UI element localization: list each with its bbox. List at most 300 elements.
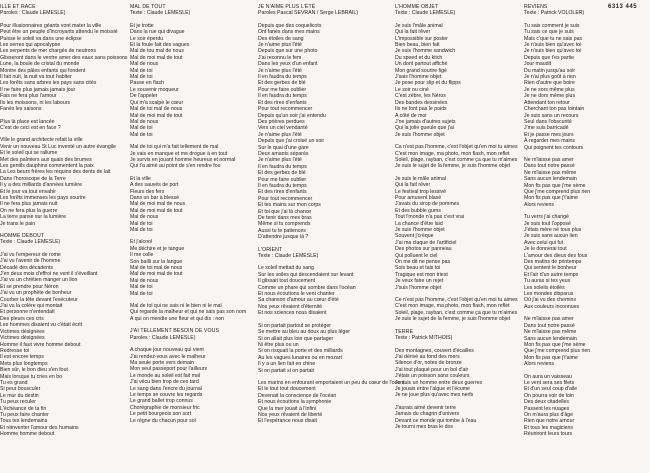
lyric-line: J'ai vu la colère qui montait [0, 303, 63, 310]
lyric-line: On me dit ne pense pas [395, 259, 451, 266]
lyric-line: Il est encore temps [0, 354, 44, 361]
lyric-line: Et d'un seul coup d'aile [524, 386, 578, 393]
song-section [395, 4, 517, 323]
lyric-line: Ne m'laisse pas amer [524, 156, 574, 163]
lyric-line: Le mur du destin [0, 392, 39, 399]
lyric-line: Il en faudra du temps [258, 93, 307, 100]
lyric-line: Avec celui qui fut [524, 239, 564, 246]
lyric-line: Je suis l'homme sandwich [395, 48, 456, 55]
lyric-line: J'ai vu l'empereur de rome [0, 251, 61, 258]
lyric-stanza [524, 316, 650, 367]
lyric-line: Le souvenir moqueur [130, 86, 179, 93]
lyric-line: Si on partait si on partait [258, 367, 314, 374]
lyric-line: Montre des pâles enfants qui fondent [0, 67, 86, 74]
lyric-line: Mon fis pas que j'me sème [524, 341, 586, 348]
song-title: TERRE [395, 328, 414, 335]
lyric-line: J'sais l'homme objet [395, 74, 442, 81]
lyric-line: À regarder mes mains [524, 138, 576, 145]
lyric-stanza [0, 137, 124, 227]
lyric-line: C'est mon image, ma photo, mon flash, mon reflet [395, 303, 510, 310]
lyric-line: Fais ne fera plus l'amour [0, 93, 57, 100]
lyric-line: Mal de toi [130, 227, 153, 233]
lyric-line: On ne fera plus la guerre [0, 207, 58, 214]
lyric-line: Qui la jolie gueule que j'ai [395, 125, 454, 132]
lyric-line: Aux couleurs inconnues [524, 303, 580, 310]
lyric-line: Décadé des décadents [0, 264, 54, 271]
lyric-line: Dans la rue qui divague [130, 29, 185, 36]
lyric-stanza [524, 374, 650, 438]
lyric-line: Ville le grand architecte refait la ville [0, 137, 83, 144]
lyric-line: Tout l'monde n'a pas c'est vrai [395, 214, 465, 221]
lyric-line: Je n'aime plus l'été [258, 67, 302, 74]
song-section [0, 233, 124, 438]
lyric-line: Tu peux reculer [0, 399, 36, 406]
lyric-line: Et le jour va tout envahir [0, 188, 56, 195]
lyric-line: Mal de toi qui m'a fait tellement de mal [130, 144, 219, 151]
lyric-line: J'en deux mois d'effroi ne vent il s'éveillant [0, 271, 98, 278]
song-credit: Texte : Patrick VOLOLER) [524, 10, 585, 17]
lyric-line: Des bandes dessinées [395, 99, 448, 106]
lyric-line: Comme un phare qui sombre dans l'océan [258, 284, 356, 291]
lyric-line: Et tes mains sur mon corps [258, 202, 321, 209]
song-credit: Texte : Patrick MITHOIS) [395, 335, 453, 342]
lyric-line: Les serres qui apocalypse [0, 42, 61, 49]
lyric-line: Je suis sans un recours [524, 112, 579, 119]
lyric-line: J'ai vécu bien trop de ces tard [130, 379, 199, 386]
lyric-line: Je survis en jouant homme heureux et normal [130, 156, 236, 163]
lyric-line: Mal de nous [130, 118, 159, 125]
lyric-line: J'ai rendez-vous avec le malheur [130, 353, 206, 360]
lyric-line: Victimes désignées [0, 335, 45, 342]
lyric-line: Pour illusionnaires géants vont mater la ville [0, 22, 102, 29]
lyric-stanza [258, 379, 405, 425]
lyric-line: Je vais en manque et me drogue à en tout [130, 150, 228, 157]
lyric-line: Si on partait partout se protéger [258, 322, 331, 329]
lyric-line: D'attendre jusque là ? [258, 234, 309, 241]
lyric-line: Dans tout notre passé [524, 322, 575, 329]
lyric-line: Sur les voiles qui descendaient sur levant [258, 271, 354, 278]
song-section [130, 328, 250, 424]
lyric-line: Fleurs des fers [130, 188, 165, 195]
lyric-line: Et le tout tout doucement [258, 386, 316, 393]
song-title: L'ORIENT [258, 246, 283, 253]
lyric-line: A des sauvés de port [130, 182, 179, 189]
lyric-line: Si on allait plus loin que partager [258, 335, 334, 342]
lyric-line: Que j'me comprend plus rien [524, 188, 591, 195]
lyric-line: Ils ne font pas le poids [395, 106, 447, 113]
lyric-line: Aussi tu te patiences [258, 227, 306, 234]
lyric-line: Des photos sur panneau [395, 246, 452, 253]
lyric-stanza [130, 303, 250, 322]
lyric-line: Et personne n'entendait [0, 309, 55, 316]
lyric-line: Je ne sors même plus [524, 86, 575, 93]
lyric-line: Dans les yeux d'un enfant [258, 61, 318, 68]
lyric-stanza [258, 23, 388, 241]
lyric-line: Depuis que sur une photo [258, 48, 318, 55]
lyric-line: On aura un vaisseau [524, 373, 572, 380]
song-credit: Texte : Claude LEMESLE) [258, 253, 319, 260]
lyric-line: Et réinventer l'amour des humains [0, 424, 79, 431]
lyric-line: Et des rires d'enfants [258, 189, 307, 196]
lyric-line: Cherchant ton pas lointain [524, 106, 585, 113]
lyric-line: Dans tout notre passé [524, 163, 575, 170]
lyric-line: Et nous écoutions la symphonie [258, 399, 332, 406]
lyric-line: Et nous écoutions le vent chanter [258, 291, 335, 298]
lyric-line: Je suis l'mâle animal [395, 22, 443, 29]
lyric-line: Pour me faire oublier [258, 86, 307, 93]
lyric-stanza [130, 144, 250, 170]
lyric-line: Passent les nuages [524, 405, 570, 412]
lyric-line: Mal de toi qui ne sais ni le bien ni le mal [130, 303, 222, 310]
lyric-line: Je suis sans aucun lien [524, 233, 578, 240]
lyric-line: Pour tout recommencer [258, 106, 313, 113]
lyric-line: Peut être un peuple d'incroyants attendu le moissié [0, 29, 118, 36]
lyric-line: Bien sûr, le bon dieu s'en fout [0, 367, 68, 374]
lyric-line: A qui on mendie une fleur et qui dis : non [130, 315, 225, 322]
lyric-line: Il ne faire plus jamais jamais jour [0, 86, 76, 93]
lyric-line: Qui t'a aimé au point de s'en rendre fou [130, 163, 221, 170]
lyric-line: Je suis le mâle animal [395, 175, 447, 182]
lyric-line: Les mondes disparus [524, 291, 574, 298]
lyric-line: Ce n'est pas l'homme, c'est l'objet qu'en moi tu aimes [395, 297, 518, 304]
lyric-line: Mal de toi [130, 131, 153, 138]
lyric-line: Silence d'or, notes de bronze [395, 360, 462, 367]
lyric-line: Je suis l'homme objet [395, 227, 445, 233]
lyric-line: Glisseront dans le ventre amer des eaux sans poissons [0, 54, 128, 61]
lyric-line: Mais lorsque tu cries en bo [0, 373, 62, 380]
lyric-line: Mais c'que tu ne sais pas [524, 35, 583, 42]
lyric-line: Il en faudra du temps [258, 74, 307, 81]
lyric-line: Des pleurs ces cris [0, 315, 44, 322]
lyric-line: Des prières perdues [258, 118, 305, 125]
lyric-line: Mal de moi mal de nous [130, 201, 186, 208]
lyric-line: Je suis un homme entre deux guerres [395, 379, 483, 386]
lyric-stanza [524, 214, 650, 310]
lyric-line: Mon fis pas que j't'aime [524, 354, 578, 361]
lyric-line: Met des palmiers aux quais des brumes [0, 156, 92, 163]
song-credit: Texte : Claude LEMESLE) [395, 10, 456, 17]
lyric-line: De l'appeler [130, 93, 158, 100]
lyric-stanza [524, 23, 650, 151]
lyric-line: Passe en flash [130, 80, 165, 87]
song-section [524, 4, 650, 438]
lyric-line: Et le soleil qui se rallume [0, 150, 58, 157]
lyric-line: Et l'espérance nous disait [258, 418, 317, 425]
catalog-number: 6313 445 [608, 4, 638, 10]
lyric-line: Souvent j'crèque [395, 233, 434, 240]
lyric-line: Et des gerbes de blé [258, 80, 306, 87]
lyric-line: Le petit bourgeois son sort [130, 411, 192, 418]
lyric-line: Venir un nouveau St Luc inventé un autre évangile [0, 143, 116, 150]
lyric-line: De tenir dans mes bras [258, 215, 312, 221]
lyric-line: Rien que notre amour [524, 418, 575, 425]
lyric-line: Pour tout recommencer [258, 195, 313, 202]
lyric-line: Du matin jusqu'au soir [524, 67, 576, 74]
lyric-line: Devant ce monde qui tombe à l'eau [395, 417, 477, 424]
lyric-line: Tous tes lendemains [0, 418, 48, 425]
lyric-line: Les hommes disaient vu c'était écrit [0, 322, 83, 329]
lyric-line: Victimes désignées [0, 328, 45, 335]
lyric-line: Réuniront leurs tours [524, 431, 573, 438]
lyric-line: Le sang dans l'encre du journal [130, 385, 202, 392]
lyric-line: Mets plus longtemps [0, 360, 48, 367]
song-credit: Paroles : Claude LEMESLE) [0, 10, 66, 17]
lyric-line: Mon grand sourire figé [395, 67, 447, 74]
lyric-line: J'étais un poisson sans couleurs [395, 373, 470, 380]
lyric-line: On m'aura plus d'âge [524, 411, 573, 418]
lyric-line: Je le donnerai tout [524, 246, 567, 253]
lyric-line: La Les beurs frères les requins des dents de lait [0, 169, 111, 176]
song-credit: Paroles Pascal SEVRAN / Serge LEBRAIL) [258, 10, 359, 17]
lyric-line: Sur le quai d'une gare [258, 144, 309, 151]
lyric-stanza [524, 157, 650, 208]
lyric-line: Jamais du chagrin d'univers [395, 411, 460, 418]
song-section [0, 4, 128, 227]
lyric-line: J'ai vu l'avenir de l'homme [0, 258, 61, 265]
lyric-line: Chorégraphie de monsieur fric [130, 404, 200, 411]
lyric-line: Mon fis pas que j't'aime [524, 195, 578, 202]
lyric-line: Il me colle [130, 252, 154, 259]
lyric-line: J'suis l'homme objet [395, 284, 442, 291]
lyric-line: Je suis l'homme objet [395, 131, 445, 138]
lyric-line: Qui regarde la malheur et qui ne sais pas son nom [130, 309, 247, 316]
lyric-line: Et des rires d'enfants [258, 99, 307, 106]
lyric-line: Il y a des milliards d'années lumière [0, 182, 83, 189]
song-section [395, 329, 517, 431]
lyric-line: Les serpents de mer chargés de neutrons [0, 48, 97, 55]
lyric-line: C'est de ceci est en face ? [0, 124, 61, 131]
lyric-line: J'ai vu un chrétien manger un lion [0, 277, 78, 284]
lyric-line: Nos yeux rêvaient de liberté [258, 411, 323, 418]
song-title: ILLE ET RACE [0, 4, 36, 10]
lyric-line: Et des bubble gums [395, 207, 441, 214]
lyric-line: Depuis que j'ai croisé un soir [258, 138, 325, 145]
lyric-line: Mon fis pas que j'me sème [524, 182, 586, 189]
lyric-line: Rien d'autre que boire [524, 80, 575, 87]
lyric-line: Depuis que des coquelicots [258, 22, 322, 29]
lyric-line: Un dont partout affiché [395, 61, 448, 68]
lyric-stanza [395, 144, 517, 170]
lyric-line: Mal de moi mal de tout [130, 54, 183, 61]
lyric-line: Les forêts immenses les pays sourire [0, 194, 86, 201]
lyric-line: Je n'ai plus goût à rien [524, 74, 576, 81]
lyric-line: Je suis tout l'opposé [524, 220, 571, 227]
lyric-line: Lune, la boule de cristal du monde [0, 61, 80, 68]
lyric-line: Je jouais entre l'algue et l'écume [395, 385, 470, 392]
lyric-line: Tu es grand [0, 379, 28, 386]
lyric-line: Tu peux faire chanter [0, 411, 49, 418]
lyric-line: Que j'me comprend plus rien [524, 348, 591, 355]
lyric-line: Mal de toi [130, 67, 153, 74]
lyric-line: Tu sais ce que je suis [524, 29, 574, 36]
lyric-line: Le festival trop lessivé [395, 188, 447, 195]
lyric-line: Tu verrs j'ai changé [524, 214, 569, 221]
lyric-line: Et la ville [130, 175, 151, 182]
lyric-line: Mal de nous [130, 61, 159, 68]
lyrics-column [130, 4, 250, 473]
lyric-line: Le soir éperdu [130, 35, 164, 42]
lyric-line: Des étoiles de sang [258, 35, 304, 42]
song-title: J'AI TELLEMENT BESOIN DE VOUS [130, 328, 220, 335]
lyric-line: Il en faudra du temps [258, 163, 307, 170]
lyric-line: Où j'ai vu des chemins [524, 297, 577, 304]
lyric-stanza [395, 176, 517, 291]
lyric-line: L'impossible sur poster [395, 35, 448, 42]
lyric-line: Je pose pour slip et du flipps [395, 80, 461, 87]
lyric-stanza [258, 323, 388, 374]
lyric-line: Attendant ton retour [524, 99, 570, 106]
lyric-line: La chance d'être laid [395, 220, 443, 227]
lyric-line: Redresse toi [0, 347, 30, 354]
lyric-line: Des montagnes, couvert d'écailles [395, 347, 474, 354]
lyric-line: Sois beau et tais toi [395, 265, 441, 272]
lyric-stanza [130, 239, 250, 297]
lyric-line: Du speed et du kitch [395, 54, 443, 61]
lyric-line: Qui la fait rêver [395, 29, 431, 36]
lyric-line: Le soir ou ciné [395, 86, 429, 93]
lyric-line: Qui poignent tes contours [524, 144, 584, 151]
song-title: L'HOMME OBJET [395, 4, 439, 10]
lyric-line: On pourra voir de loin [524, 392, 574, 399]
lyric-line: Et des gerbes de blé [258, 170, 306, 177]
lyric-stanza [395, 348, 517, 399]
lyric-line: L'amour des dieux des fous [524, 252, 588, 259]
lyric-stanza [395, 297, 517, 323]
lyric-stanza [0, 252, 124, 438]
lyric-stanza [0, 119, 124, 132]
lyric-line: Mal de toi [130, 284, 153, 291]
lyric-line: Seul dans l'obscurité [524, 118, 572, 125]
lyric-line: Il en faudra du temps [258, 182, 307, 189]
lyric-stanza [130, 347, 250, 424]
lyric-line: Il fait nuit, la nuit va tout habiter [0, 74, 72, 81]
lyric-line: Je suis le sujet de la femme, je suis l'homme objet [395, 316, 511, 323]
lyric-line: Mal de toi [130, 290, 153, 297]
lyric-line: Et je trotte [130, 22, 154, 29]
lyric-line: Mon seul passeport pour l'ailleurs [130, 366, 208, 373]
lyric-line: Je ne dors même plus [524, 93, 576, 100]
lyric-line: J'ai dérivé au fond des mers [395, 353, 460, 360]
lyric-line: Le grand ballet trop connus [130, 398, 193, 405]
lyric-stanza [0, 22, 128, 113]
lyric-line: Les forêts sans arbres les pays sans cités [0, 80, 97, 87]
lyric-stanza [130, 23, 250, 138]
lyric-line: Pour amusent blasé [395, 194, 442, 201]
lyric-line: Mal de toi [130, 74, 153, 81]
lyric-line: Soleil, plage, rayban, c'est comme ça que tu m'aimes [395, 309, 518, 316]
lyric-line: J'avais du sirop de pommes [395, 201, 460, 208]
lyric-line: Au les vagues lunaires ou en mozart [258, 354, 342, 361]
lyric-line: La terre panse sur la lumière [0, 214, 67, 221]
lyric-line: Mal de nous [130, 277, 159, 284]
lyric-line: Je suis le sujet de la femme, je suis l'homme objet [395, 163, 511, 170]
lyric-line: Des deux citadelles [524, 399, 569, 406]
lyric-line: Qui la fait rêver [395, 182, 431, 189]
lyric-line: Les marins en enfourant emportaient un peu du cœur de l'orient [258, 379, 405, 386]
song-title: JE N'AIME PLUS L'ÉTÉ [258, 4, 316, 10]
lyric-line: Depuis qu'un soir j'ai entendu [258, 112, 326, 119]
song-section [258, 4, 388, 241]
lyric-line: Dans un bar à blessé [130, 194, 180, 201]
lyric-stanza [258, 265, 388, 316]
lyric-line: J'ai reconnu le fem [258, 54, 302, 61]
lyric-line: Homme il faut vivre homme debout [0, 341, 81, 348]
lyric-line: Je tourni mes bras le dos [395, 423, 453, 430]
lyric-stanza [395, 405, 517, 431]
lyric-line: Tu sais comment je suis [524, 22, 580, 29]
lyric-line: Ont fanés dans mes mains [258, 29, 320, 36]
lyric-line: Fanés les saisons [0, 106, 42, 113]
lyric-line: J'étais mère né tous plus [524, 227, 582, 233]
lyric-line: Bien beau, bien fait [395, 42, 440, 49]
lyric-line: Nos yeux rêvaient d'éternité [258, 303, 323, 310]
lyric-line: Homme homme debout [0, 431, 55, 438]
lyric-line: Le monde au soleil est fait mal [130, 372, 201, 379]
lyric-line: Devenait la conscience de l'océan [258, 392, 337, 399]
song-credit: Texte : Claude LEMESLE) [130, 10, 191, 17]
lyric-line: J'me suis barricadé [524, 125, 569, 132]
lyric-line: Ni être plus ou un [258, 341, 299, 348]
lyric-line: Et je passe mes jours [524, 131, 574, 138]
lyric-line: Mal de moi mal de tout [130, 271, 183, 278]
lyric-line: Le soleil mettait du sang [258, 265, 314, 272]
lyric-line: Plus là place est lancée [0, 118, 55, 125]
lyric-line: Le règne du chacun pour soi [130, 417, 196, 424]
lyric-line: Alors reviens [524, 201, 554, 208]
lyric-line: J'aurais aimé devenir terre [395, 404, 456, 411]
lyric-line: Mal de toi mal de nous [130, 265, 183, 272]
lyric-line: A chaque jour nouveau qui vient [130, 347, 204, 354]
lyric-line: Je n'aime plus l'été [258, 42, 302, 49]
lyric-line: Pour me faire oublier [258, 176, 307, 183]
lyric-line: Si on risquait la porte et des milliards [258, 348, 343, 355]
lyric-line: Deux amants séparés [258, 150, 309, 157]
lyric-line: C'est zèbre, les Néros [395, 93, 446, 100]
lyric-line: Le vent sera ses filets [524, 379, 575, 386]
lyrics-column [0, 4, 128, 473]
lyric-line: Tragique est mon triest [395, 271, 448, 278]
lyric-stanza [130, 176, 250, 234]
lyric-line: Mal de toi mal de nous [130, 106, 183, 113]
lyric-line: Même si tu comprends [258, 221, 311, 228]
lyric-line: Et toi que j'ai là chance [258, 208, 312, 215]
lyric-line: Se mettre au bleu au doux au plus léger [258, 329, 350, 336]
lyric-line: Je n'suis bien qu'avec toi [524, 42, 582, 49]
lyric-line: Jour maudit [524, 61, 552, 68]
lyric-line: Et l'air d'un autre temps [524, 271, 579, 278]
song-title: HOMME DEBOUT [0, 233, 45, 239]
lyric-line: Il glissait tout doucement [258, 278, 316, 285]
lyric-line: Je veux faire un rejet [395, 278, 444, 285]
lyric-line: L'échéance de ta fin [0, 405, 47, 412]
lyric-line: Ne m'laisse pas amer [524, 316, 574, 323]
lyric-line: Courber la tête devant l'exécuteur [0, 296, 78, 303]
lyric-line: Il ne fera plus jamais nuit [0, 201, 58, 208]
lyric-line: Que la mer jouait à l'infini [258, 405, 317, 412]
lyric-line: C'est mon image, ma photo, mon flash, mon reflet [395, 150, 510, 157]
lyric-line: Qui m'a scalpé le cœur [130, 99, 184, 106]
lyric-line: Qui sentent le bonheur [524, 265, 577, 272]
lyric-line: Ma seule porte vers demain [130, 359, 195, 366]
lyric-line: Je trans le pain [0, 220, 36, 227]
lyric-line: Ne m'laisse pas même [524, 329, 577, 336]
lyric-stanza [395, 23, 517, 138]
lyric-line: Et la foule fait des vagues [130, 42, 190, 49]
lyric-line: Mal de nous [130, 214, 159, 221]
lyric-line: Il y a un lien fait en chine [258, 361, 316, 368]
lyric-line: Mal de toi [130, 220, 153, 227]
lyric-line: Mal de tou mal de nous [130, 48, 184, 55]
